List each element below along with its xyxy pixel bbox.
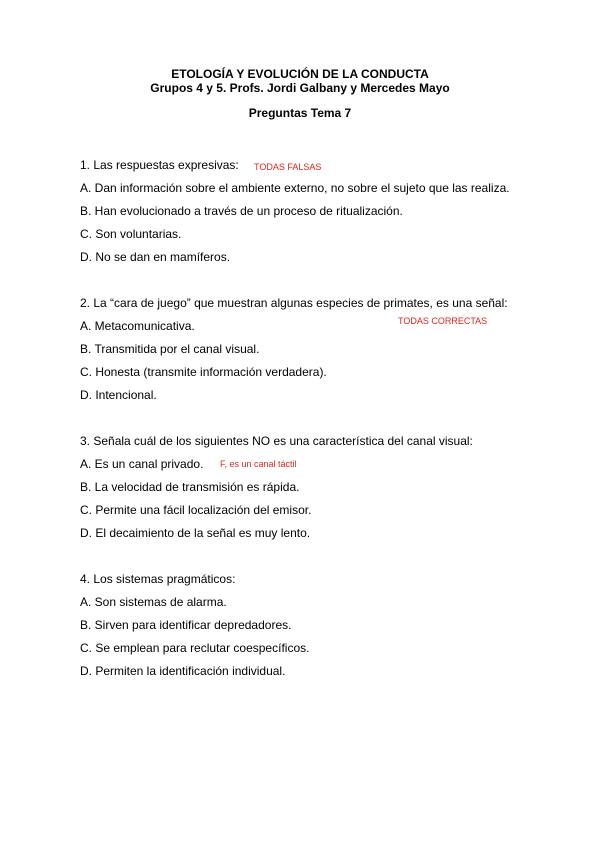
question-3-option-a: A. Es un canal privado. [80,457,204,471]
document-subtitle: Grupos 4 y 5. Profs. Jordi Galbany y Mercedes Mayo [150,81,450,95]
question-4-option-c: C. Se emplean para reclutar coespecíficos. [80,641,310,655]
question-4-option-a: A. Son sistemas de alarma. [80,595,227,609]
question-2-annotation: TODAS CORRECTAS [398,316,488,326]
question-1-option-b: B. Han evolucionado a través de un proceso de ritualización. [80,204,403,218]
question-4-stem: 4. Los sistemas pragmáticos: [80,572,236,586]
question-2-option-b: B. Transmitida por el canal visual. [80,342,260,356]
question-1-option-d: D. No se dan en mamíferos. [80,250,231,264]
question-4-option-b: B. Sirven para identificar depredadores. [80,618,292,632]
question-4-option-d: D. Permiten la identificación individual. [80,664,286,678]
question-1-option-a: A. Dan información sobre el ambiente externo, no sobre el sujeto que las realiza. [80,181,510,195]
question-1-option-c: C. Son voluntarias. [80,227,182,241]
question-2-option-c: C. Honesta (transmite información verdadera). [80,365,327,379]
question-3-option-c: C. Permite una fácil localización del emisor. [80,503,312,517]
question-2-stem: 2. La “cara de juego” que muestran algunas especies de primates, es una señal: [80,296,508,310]
question-2-option-d: D. Intencional. [80,388,157,402]
question-3-stem: 3. Señala cuál de los siguientes NO es una característica del canal visual: [80,434,473,448]
question-3-option-d: D. El decaimiento de la señal es muy lento. [80,526,311,540]
document-topic: Preguntas Tema 7 [248,106,352,120]
question-2-option-a: A. Metacomunicativa. [80,319,195,333]
document-title: ETOLOGÍA Y EVOLUCIÓN DE LA CONDUCTA [171,67,429,81]
question-1-stem: 1. Las respuestas expresivas: [80,158,239,172]
question-3-option-b: B. La velocidad de transmisión es rápida. [80,480,300,494]
question-3-annotation: F, es un canal táctil [220,459,297,469]
question-1-annotation: TODAS FALSAS [254,162,322,172]
